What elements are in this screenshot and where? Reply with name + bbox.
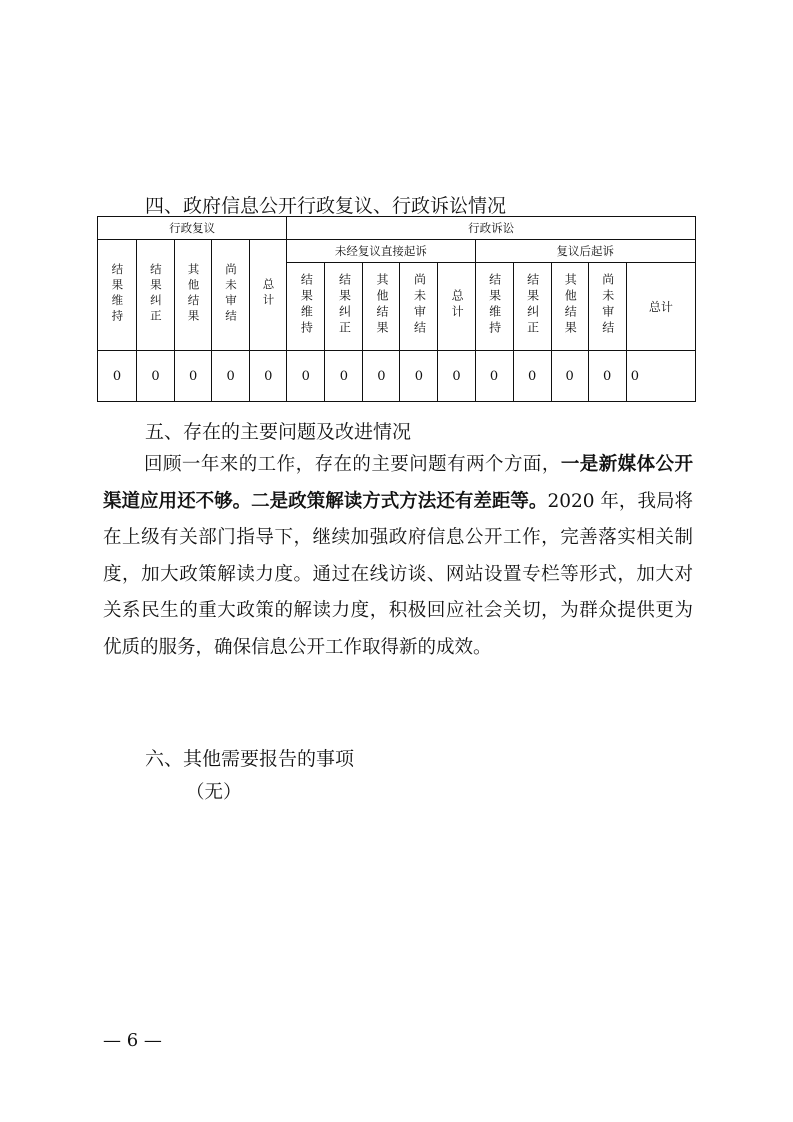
problems-paragraph <box>103 447 693 666</box>
none-text: （无） <box>186 782 242 803</box>
value-cell: 0 <box>513 351 551 402</box>
value-cell: 0 <box>98 351 137 402</box>
value-cell: 0 <box>626 351 695 402</box>
paragraph-improvements: 2020 年，我局将在上级有关部门指导下，继续加强政府信息公开工作，完善落实相关制度，加大政策解读力度。通过在线访谈、网站设置专栏等形式，加大对关系民生的重大政策的解读力度，积极回应社会关切，为群众提供更为优质的服务，确保信息公开工作取得新的成效。 <box>103 490 693 658</box>
header-admin-review: 行政复议 <box>98 217 287 240</box>
col-review-maintained: 结果维持 <box>98 240 137 351</box>
col-after-total: 总计 <box>626 263 695 351</box>
col-direct-total: 总计 <box>438 263 475 351</box>
col-after-maintained: 结果维持 <box>475 263 513 351</box>
section-heading-5: 五、存在的主要问题及改进情况 <box>145 421 412 443</box>
paragraph-intro: 回顾一年来的工作，存在的主要问题有两个方面， <box>144 454 561 475</box>
section-heading-4: 四、政府信息公开行政复议、行政诉讼情况 <box>145 195 507 217</box>
col-direct-pending: 尚未审结 <box>400 263 438 351</box>
value-cell: 0 <box>287 351 325 402</box>
value-cell: 0 <box>175 351 212 402</box>
page-number: — 6 — <box>103 1030 162 1051</box>
section-heading-6: 六、其他需要报告的事项 <box>145 748 355 770</box>
statistics-table <box>97 216 696 402</box>
value-cell: 0 <box>400 351 438 402</box>
value-cell: 0 <box>212 351 250 402</box>
col-review-total: 总计 <box>250 240 287 351</box>
paragraph-bold-problems: 一是新媒体公开渠道应用还不够。二是政策解读方式方法还有差距等。 <box>103 454 693 512</box>
value-cell: 0 <box>325 351 363 402</box>
value-cell: 0 <box>475 351 513 402</box>
header-admin-litigation: 行政诉讼 <box>287 217 696 240</box>
col-after-pending: 尚未审结 <box>588 263 626 351</box>
col-after-corrected: 结果纠正 <box>513 263 551 351</box>
col-after-other: 其他结果 <box>551 263 588 351</box>
value-cell: 0 <box>363 351 400 402</box>
col-review-corrected: 结果纠正 <box>137 240 175 351</box>
col-direct-other: 其他结果 <box>363 263 400 351</box>
col-review-other: 其他结果 <box>175 240 212 351</box>
col-review-pending: 尚未审结 <box>212 240 250 351</box>
value-cell: 0 <box>250 351 287 402</box>
value-cell: 0 <box>438 351 475 402</box>
header-suit-after-review: 复议后起诉 <box>475 240 695 263</box>
header-direct-suit: 未经复议直接起诉 <box>287 240 475 263</box>
col-direct-maintained: 结果维持 <box>287 263 325 351</box>
value-cell: 0 <box>551 351 588 402</box>
value-cell: 0 <box>137 351 175 402</box>
value-cell: 0 <box>588 351 626 402</box>
col-direct-corrected: 结果纠正 <box>325 263 363 351</box>
